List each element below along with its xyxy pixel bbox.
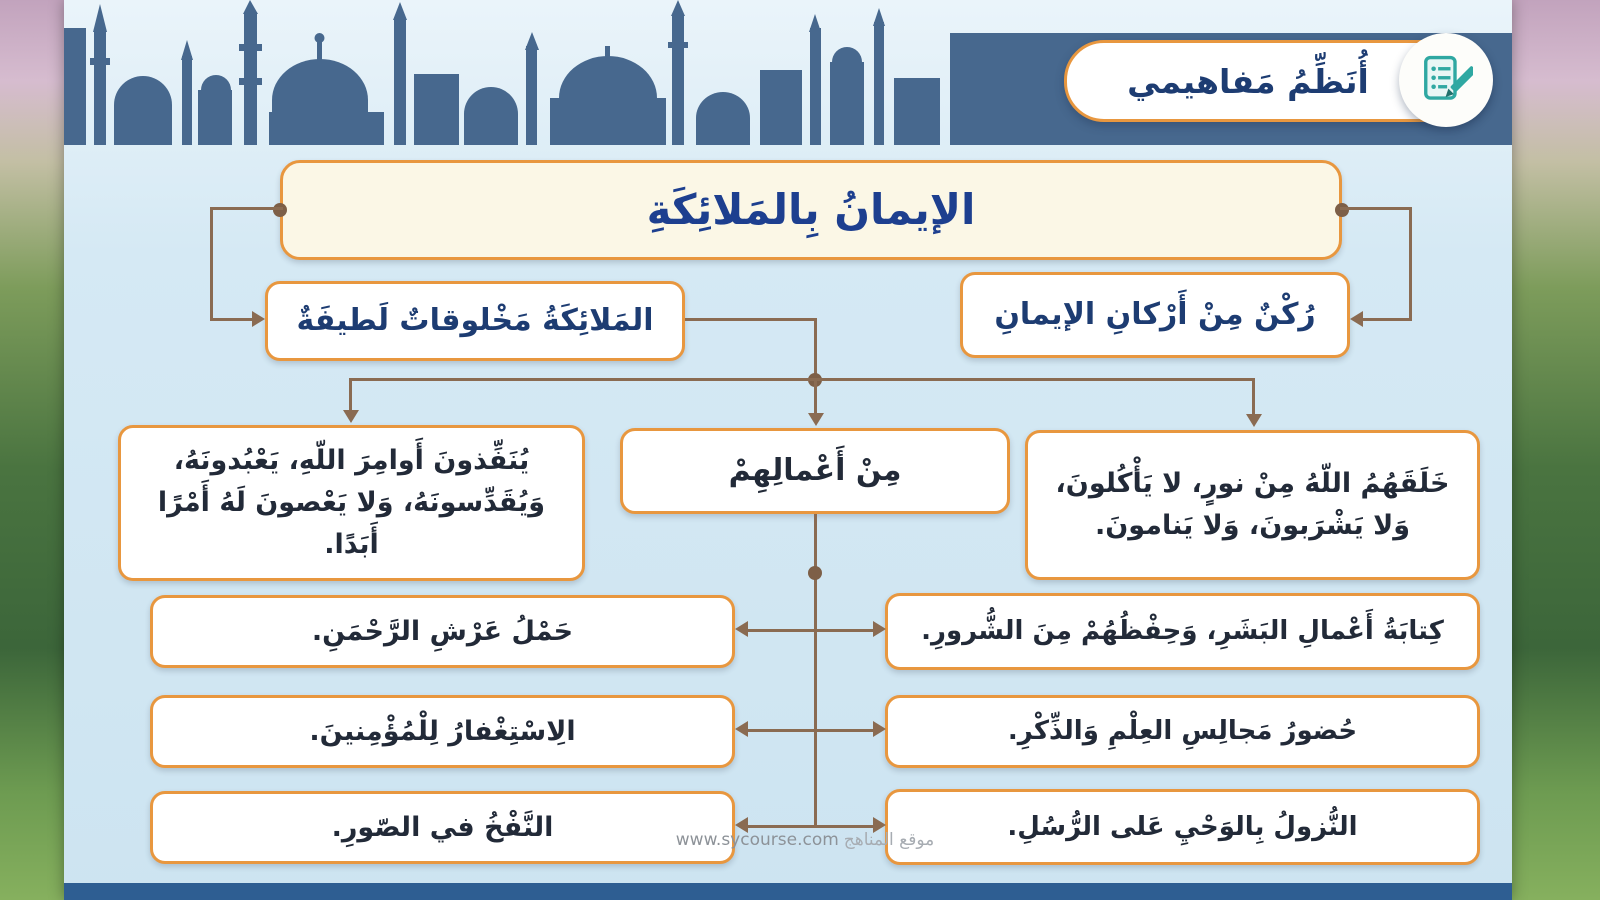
connector-line	[349, 378, 352, 412]
angels-nature-box: المَلائِكَةُ مَخْلوقاتٌ لَطيفَةٌ	[265, 281, 685, 361]
badge-icon-circle	[1399, 33, 1493, 127]
deed-record-deeds-box: كِتابَةُ أَعْمالِ البَشَرِ، وَحِفْظُهُمْ مِنَ الشُّرورِ.	[885, 593, 1480, 670]
worksheet-card	[64, 0, 1512, 900]
connector-line	[815, 629, 874, 632]
connector-line	[747, 629, 815, 632]
organize-concepts-badge	[1064, 40, 1490, 122]
angels-creation-box: خَلَقَهُمُ اللّهُ مِنْ نورٍ، لا يَأْكُلونَ، وَلا يَشْرَبونَ، وَلا يَنامونَ.	[1025, 430, 1480, 580]
badge-label: أُنَظِّمُ مَفاهيمي	[1127, 61, 1369, 101]
arrowhead-left	[735, 721, 748, 737]
arrowhead-down	[808, 413, 824, 426]
diagram-title-box: الإيمانُ بِالمَلائِكَةِ	[280, 160, 1342, 260]
junction-dot	[1335, 203, 1349, 217]
connector-line	[685, 318, 816, 321]
connector-line	[814, 514, 817, 828]
arrowhead-left	[1350, 311, 1363, 327]
connector-line	[1340, 207, 1412, 210]
pillar-of-faith-box: رُكْنٌ مِنْ أَرْكانِ الإيمانِ	[960, 272, 1350, 358]
connector-line	[747, 825, 815, 828]
arrowhead-left	[735, 621, 748, 637]
deed-carry-throne-box: حَمْلُ عَرْشِ الرَّحْمَنِ.	[150, 595, 735, 668]
pencil-list-icon	[1419, 53, 1473, 107]
connector-line	[815, 729, 874, 732]
connector-line	[1409, 207, 1412, 321]
arrowhead-right	[873, 621, 886, 637]
deeds-header-box: مِنْ أَعْمالِهِمْ	[620, 428, 1010, 514]
deed-bring-revelation-box: النُّزولُ بِالوَحْيِ عَلى الرُّسُلِ.	[885, 789, 1480, 865]
connector-line	[814, 381, 817, 414]
arrowhead-right	[252, 311, 265, 327]
mosque-skyline-silhouette	[64, 0, 940, 145]
footer-bar	[64, 883, 1512, 900]
watermark	[660, 830, 950, 850]
deed-seek-forgiveness-box: الِاسْتِغْفارُ لِلْمُؤْمِنينَ.	[150, 695, 735, 768]
deed-attend-gatherings-box: حُضورُ مَجالِسِ العِلْمِ وَالذِّكْرِ.	[885, 695, 1480, 768]
angels-obedience-box: يُنَفِّذونَ أَوامِرَ اللّهِ، يَعْبُدونَهُ، وَيُقَدِّسونَهُ، وَلا يَعْصونَ لَهُ أَمْرًا أَبَدًا.	[118, 425, 585, 581]
arrowhead-down	[343, 410, 359, 423]
deed-blow-trumpet-box: النَّفْخُ في الصّورِ.	[150, 791, 735, 864]
connector-line	[210, 207, 283, 210]
connector-line	[815, 825, 874, 828]
junction-dot	[808, 566, 822, 580]
connector-line	[210, 207, 213, 321]
arrowhead-right	[873, 721, 886, 737]
connector-line	[350, 378, 1255, 381]
watermark-url: www.sycourse.com	[675, 830, 839, 850]
junction-dot	[273, 203, 287, 217]
watermark-site-name: موقع المناهج	[843, 830, 935, 850]
connector-line	[814, 318, 817, 381]
connector-line	[210, 318, 253, 321]
connector-line	[1363, 318, 1410, 321]
arrowhead-down	[1246, 414, 1262, 427]
connector-line	[1252, 378, 1255, 414]
connector-line	[747, 729, 815, 732]
